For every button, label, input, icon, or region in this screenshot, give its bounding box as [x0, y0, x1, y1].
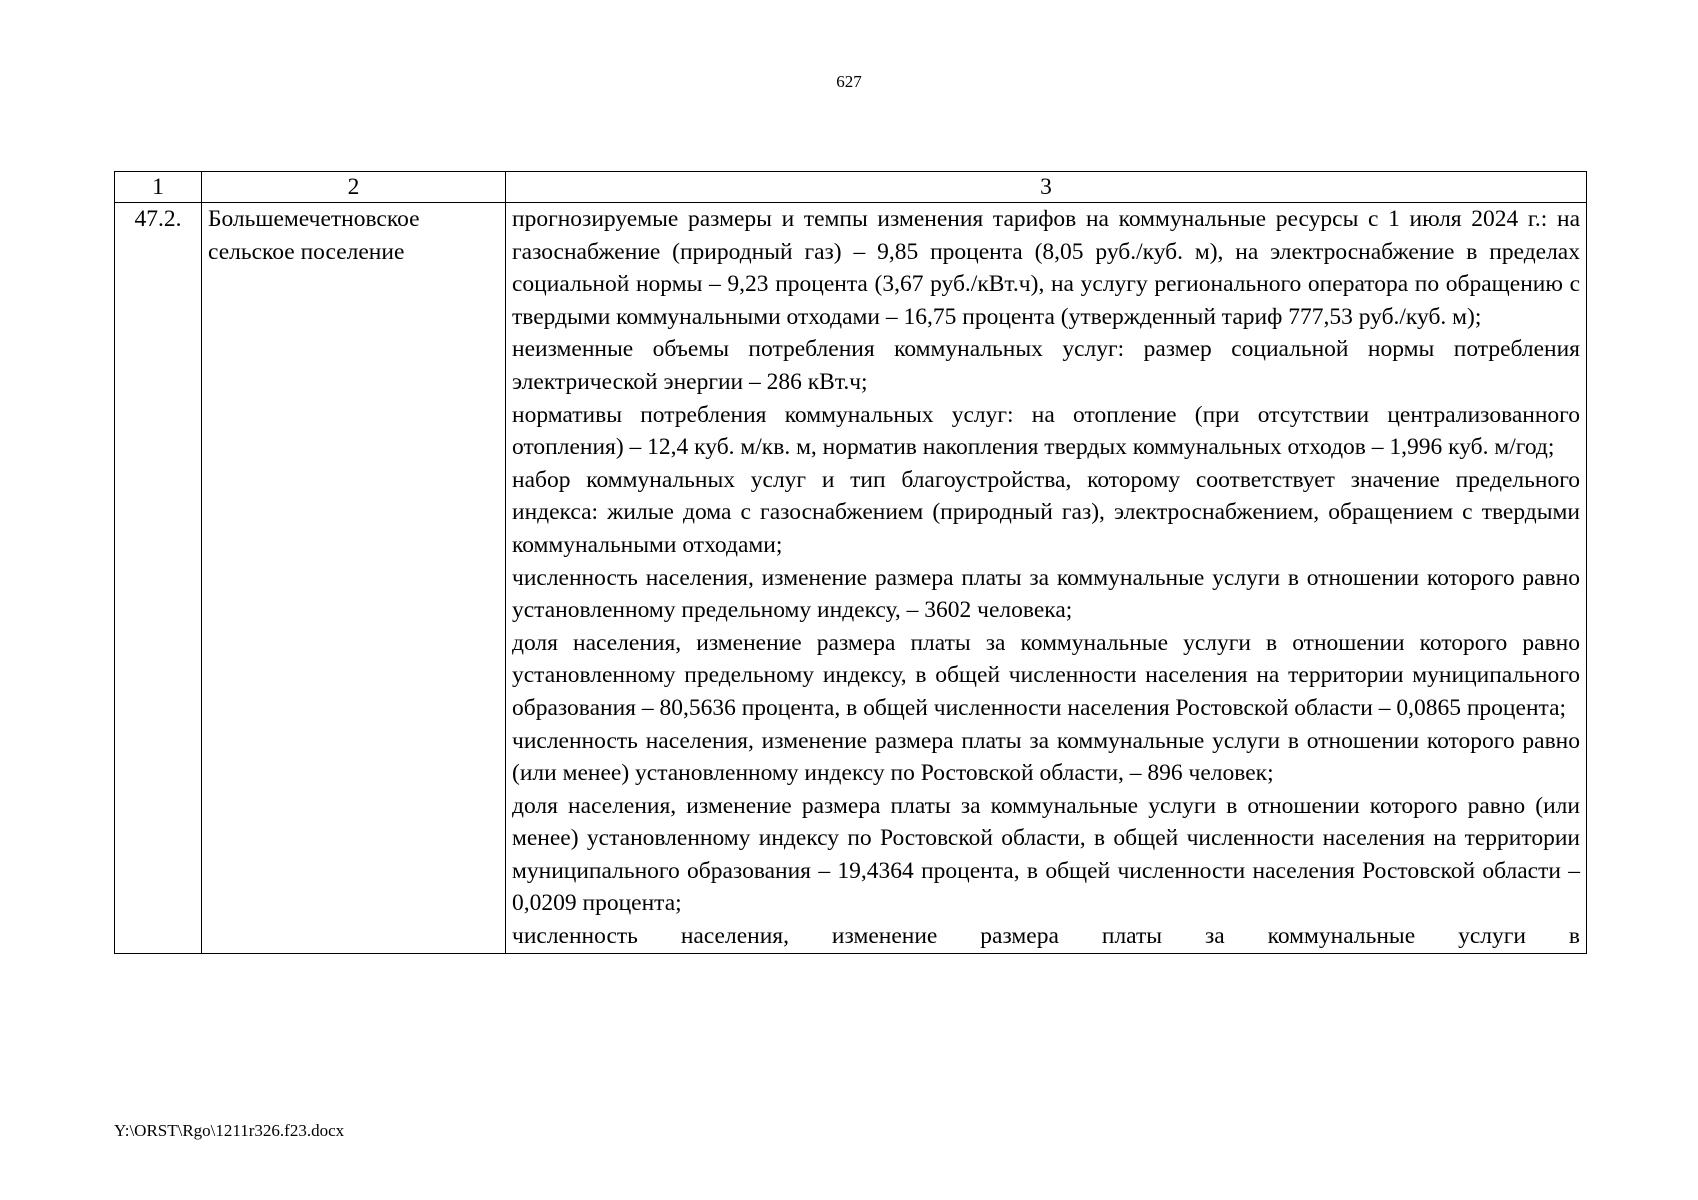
settlement-name-cell: Большемечетновское сельское поселение [202, 203, 506, 954]
footer-file-path: Y:\ORST\Rgo\1211r326.f23.docx [114, 1121, 345, 1140]
column-header-1: 1 [115, 172, 202, 203]
paragraph-services-set: набор коммунальных услуг и тип благоустройства, которому соответствует значение предельного индекса: жилые дома с газоснабжением (природный газ), электроснабжением, обращением с твердыми коммунальными отходами; [512, 466, 1580, 558]
paragraph-population-at-limit: численность населения, изменение размера платы за коммунальные услуги в отношении которого равно установленному предельному индексу, – 3602 человека; [512, 564, 1580, 624]
column-header-3: 3 [506, 172, 1587, 203]
page-number: 627 [836, 72, 862, 91]
table-header-row [115, 172, 1587, 203]
paragraph-population-continued: численность населения, изменение размера платы за коммунальные услуги в [512, 923, 1580, 950]
paragraph-population-below-index: численность населения, изменение размера платы за коммунальные услуги в отношении которого равно (или менее) установленному индексу по Ростовской области, – 896 человек; [512, 727, 1580, 787]
paragraph-share-at-limit: доля населения, изменение размера платы за коммунальные услуги в отношении которого равно установленному предельному индексу, в общей численности населения на территории муниципального образования – 80,5636 процента, в общей численности населения Ростовской области – 0,0865 процента; [512, 629, 1580, 721]
row-number-cell: 47.2. [115, 203, 202, 954]
data-table [114, 171, 1587, 954]
paragraph-consumption-volumes: неизменные объемы потребления коммунальных услуг: размер социальной нормы потребления электрической энергии – 286 кВт.ч; [512, 336, 1580, 395]
paragraph-share-below-index: доля населения, изменение размера платы за коммунальные услуги в отношении которого равно (или менее) установленному индексу по Ростовской области, в общей численности населения на территории муниципального образования – 19,4364 процента, в общей численности населения Ростовской области – 0,0209 процента; [512, 792, 1580, 917]
paragraph-tariffs: прогнозируемые размеры и темпы изменения тарифов на коммунальные ресурсы с 1 июля 2024 г.: на газоснабжение (природный газ) – 9,85 процента (8,05 руб./куб. м), на электроснабжение в пределах социальной нормы – 9,23 процента (3,67 руб./кВт.ч), на услугу регионального оператора по обращению с твердыми коммунальными отходами – 16,75 процента (утвержденный тариф 777,53 руб./куб. м); [512, 206, 1580, 330]
column-header-2: 2 [202, 172, 506, 203]
paragraph-consumption-norms: нормативы потребления коммунальных услуг: на отопление (при отсутствии централизованного отопления) – 12,4 куб. м/кв. м, норматив накопления твердых коммунальных отходов – 1,996 куб. м/год; [512, 401, 1580, 461]
description-cell [506, 203, 1587, 954]
table-row [115, 203, 1587, 954]
